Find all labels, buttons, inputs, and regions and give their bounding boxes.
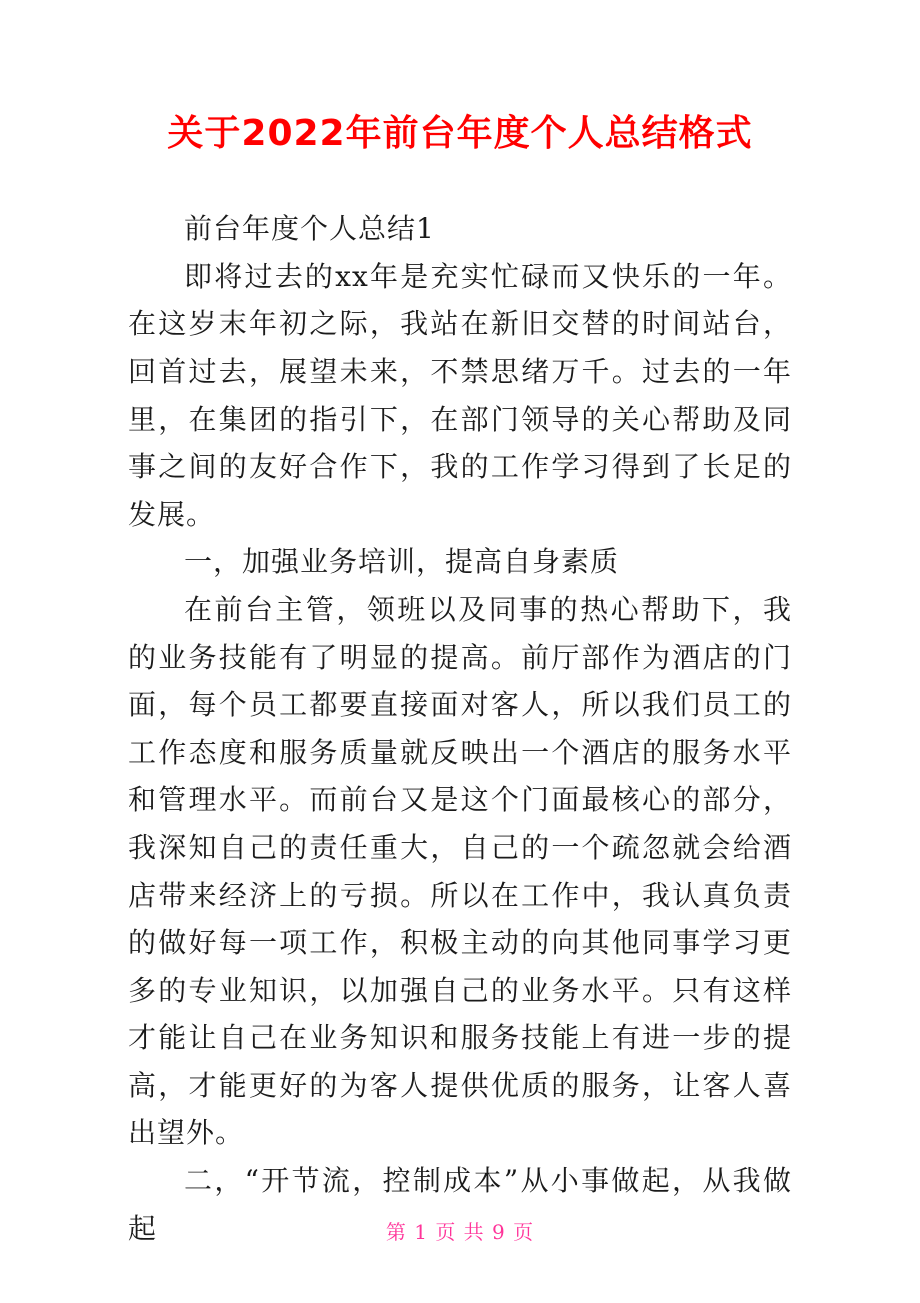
page-title: 关于2022年前台年度个人总结格式 — [167, 113, 753, 154]
page-number-indicator: 第 1 页 共 9 页 — [385, 1220, 535, 1244]
document-page — [0, 112, 920, 1303]
paragraph-intro: 即将过去的xx年是充实忙碌而又快乐的一年。在这岁末年初之际，我站在新旧交替的时间站台，回首过去，展望未来，不禁思绪万千。过去的一年里，在集团的指引下，在部门领导的关心帮助及同事之间的友好合作下，我的工作学习得到了长足的发展。 — [128, 259, 792, 531]
paragraph-section-2-heading: 二，“开节流，控制成本”从小事做起，从我做起 — [128, 1164, 792, 1245]
paragraph-section-1-body: 在前台主管，领班以及同事的热心帮助下，我的业务技能有了明显的提高。前厅部作为酒店的门面，每个员工都要直接面对客人，所以我们员工的工作态度和服务质量就反映出一个酒店的服务水平和管理水平。而前台又是这个门面最核心的部分，我深知自己的责任重大，自己的一个疏忽就会给酒店带来经济上的亏损。所以在工作中，我认真负责的做好每一项工作，积极主动的向其他同事学习更多的专业知识，以加强自己的业务水平。只有这样才能让自己在业务知识和服务技能上有进一步的提高，才能更好的为客人提供优质的服务，让客人喜出望外。 — [128, 592, 792, 1150]
paragraph-subtitle: 前台年度个人总结1 — [184, 212, 435, 246]
document-body — [128, 205, 792, 1252]
paragraph-section-1-heading: 一，加强业务培训，提高自身素质 — [184, 545, 620, 579]
